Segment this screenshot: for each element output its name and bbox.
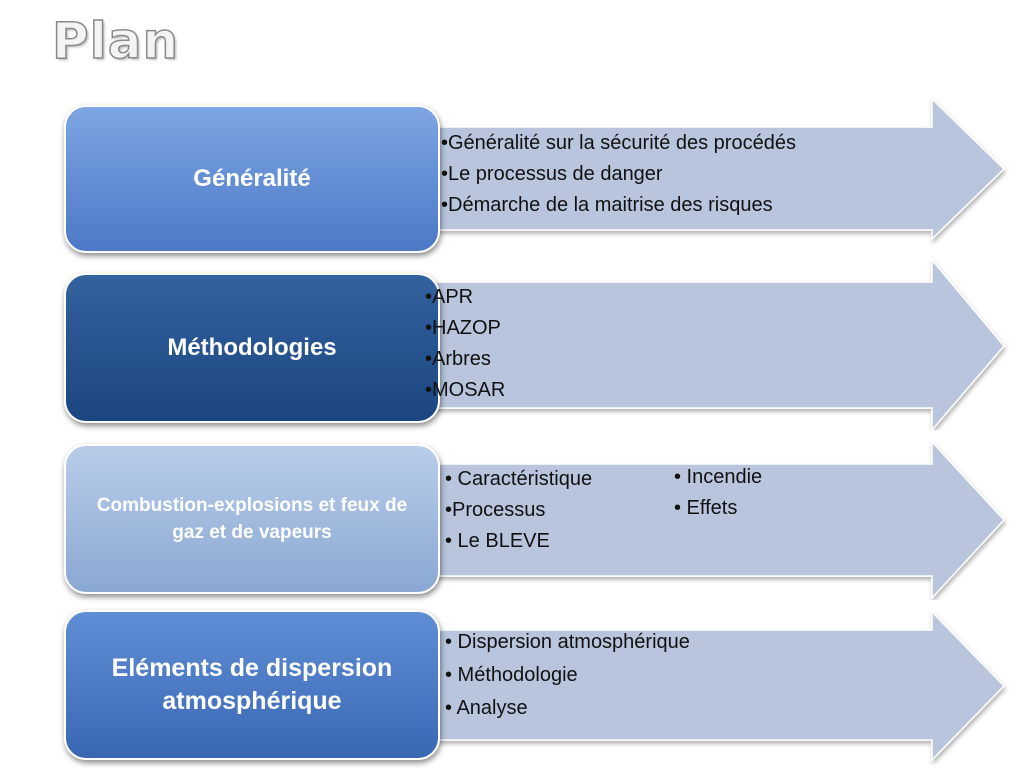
list-item: •APR <box>425 286 474 308</box>
list-item: • Caractéristique <box>445 468 593 490</box>
list-item: •Généralité sur la sécurité des procédés <box>441 132 796 154</box>
list-item: • Dispersion atmosphérique <box>445 631 690 653</box>
list-item: • Le BLEVE <box>445 530 550 552</box>
section-box <box>64 610 440 760</box>
section-box <box>64 273 440 423</box>
bullet-list <box>425 282 505 406</box>
section-heading: Combustion-explosions et feux de gaz et de vapeurs <box>96 495 408 543</box>
section-heading: Généralité <box>193 165 311 192</box>
section-heading: Eléments de dispersion atmosphérique <box>111 654 393 715</box>
section-dispersion <box>0 608 1024 768</box>
page-title: Plan <box>52 12 180 70</box>
list-item: •Démarche de la maitrise des risques <box>441 194 773 216</box>
list-item: • Analyse <box>445 697 528 719</box>
section-combustion <box>0 440 1024 600</box>
bullet-list <box>441 128 796 221</box>
bullet-list <box>445 626 690 725</box>
section-box <box>64 105 440 253</box>
list-item: •Le processus de danger <box>441 163 663 185</box>
list-item: • Méthodologie <box>445 664 578 686</box>
bullet-list <box>445 464 592 557</box>
list-item: • Incendie <box>674 466 763 488</box>
section-heading: Méthodologies <box>167 334 337 361</box>
bullet-list-secondary <box>674 462 762 524</box>
list-item: •HAZOP <box>425 317 501 339</box>
section-methodologies <box>0 258 1024 430</box>
list-item: •Arbres <box>425 348 491 370</box>
list-item: •Processus <box>445 499 546 521</box>
section-generalite <box>0 97 1024 263</box>
list-item: • Effets <box>674 497 738 519</box>
section-box <box>64 444 440 594</box>
list-item: •MOSAR <box>425 379 506 401</box>
